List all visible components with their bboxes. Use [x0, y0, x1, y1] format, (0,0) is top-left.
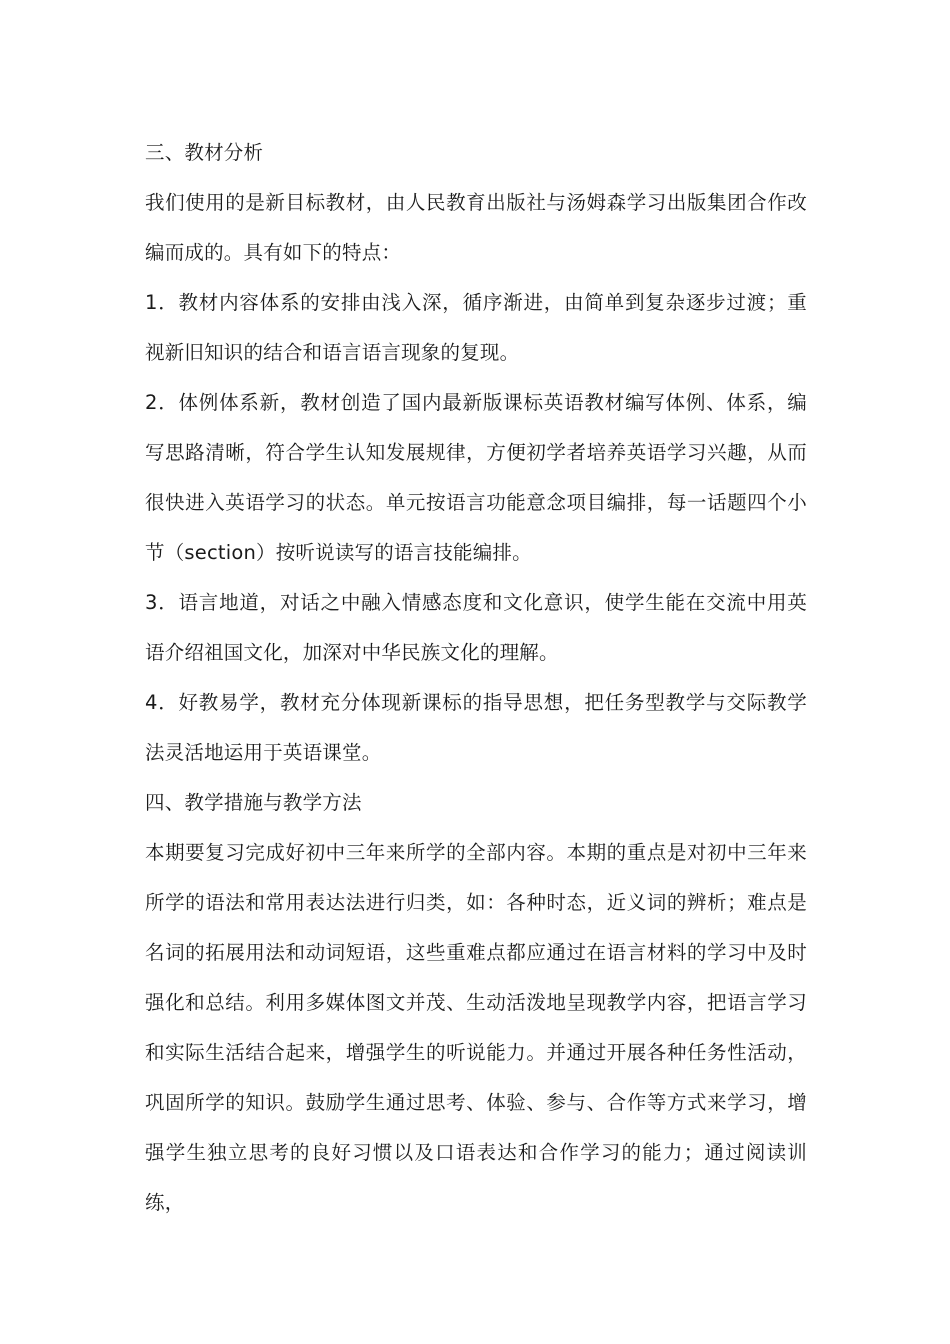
paragraph-feature-1: 1．教材内容体系的安排由浅入深，循序渐进，由简单到复杂逐步过渡；重视新旧知识的结合和语言语言现象的复现。 [145, 291, 807, 364]
paragraph-feature-4: 4．好教易学，教材充分体现新课标的指导思想，把任务型教学与交际教学法灵活地运用于英语课堂。 [145, 691, 807, 764]
section-heading-teaching-methods: 四、教学措施与教学方法 [145, 791, 362, 814]
section-heading-textbook-analysis: 三、教材分析 [145, 141, 264, 164]
document-body [145, 128, 807, 1228]
paragraph-feature-3: 3．语言地道，对话之中融入情感态度和文化意识，使学生能在交流中用英语介绍祖国文化，加深对中华民族文化的理解。 [145, 591, 807, 664]
paragraph-teaching-methods: 本期要复习完成好初中三年来所学的全部内容。本期的重点是对初中三年来所学的语法和常用表达法进行归类，如：各种时态，近义词的辨析；难点是名词的拓展用法和动词短语，这些重难点都应通过在语言材料的学习中及时强化和总结。利用多媒体图文并茂、生动活泼地呈现教学内容，把语言学习和实际生活结合起来，增强学生的听说能力。并通过开展各种任务性活动，巩固所学的知识。鼓励学生通过思考、体验、参与、合作等方式来学习，增强学生独立思考的良好习惯以及口语表达和合作学习的能力；通过阅读训练， [145, 841, 807, 1214]
paragraph-feature-2: 2．体例体系新，教材创造了国内最新版课标英语教材编写体例、体系，编写思路清晰，符合学生认知发展规律，方便初学者培养英语学习兴趣，从而很快进入英语学习的状态。单元按语言功能意念项目编排，每一话题四个小节（section）按听说读写的语言技能编排。 [145, 391, 807, 564]
paragraph-textbook-intro: 我们使用的是新目标教材，由人民教育出版社与汤姆森学习出版集团合作改编而成的。具有如下的特点： [145, 191, 807, 264]
